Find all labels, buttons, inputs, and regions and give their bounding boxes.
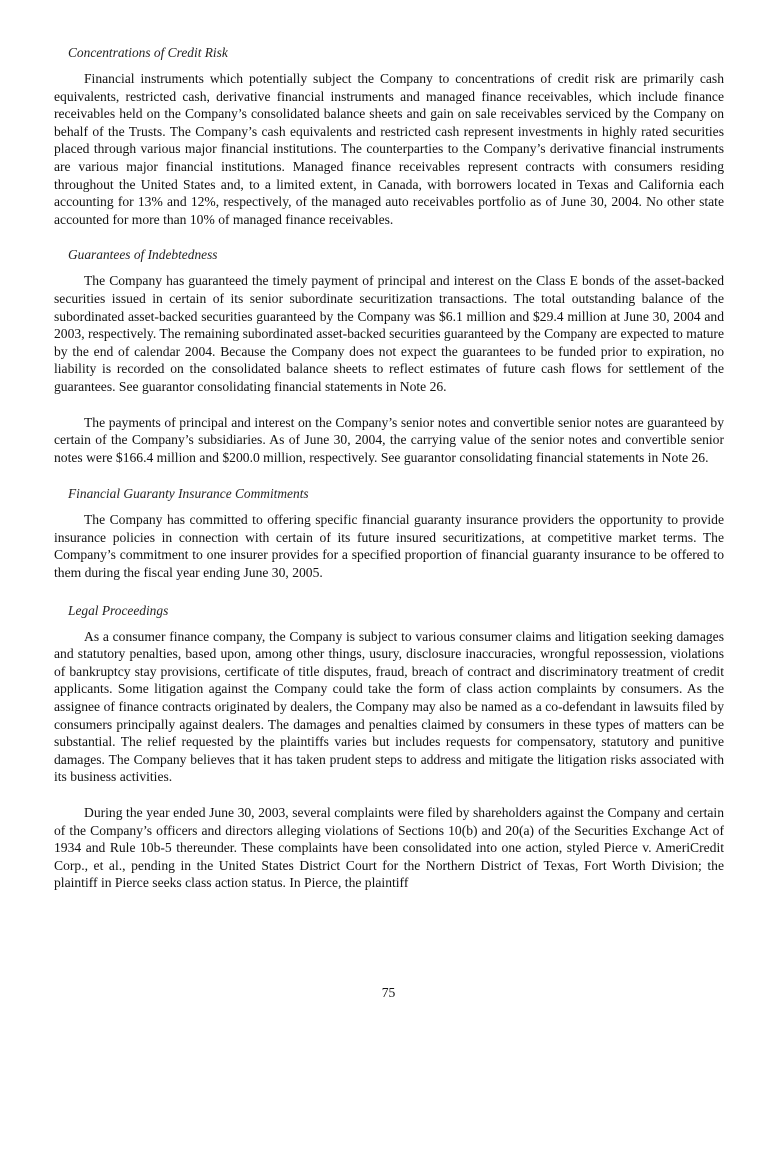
section-concentrations-of-credit-risk: [54, 44, 724, 228]
section-guarantees-of-indebtedness: [54, 246, 724, 466]
section-heading: Concentrations of Credit Risk: [68, 45, 228, 60]
page-number: 75: [381, 985, 396, 1000]
document-page: [54, 44, 724, 912]
section-financial-guaranty-insurance-commitments: [54, 485, 724, 581]
paragraph: As a consumer finance company, the Company is subject to various consumer claims and litigation seeking damages and statutory penalties, based upon, among other things, usury, disclosure inaccuracies, wrongful repossession, violations of bankruptcy stay provisions, certificate of title disputes, fraud, breach of contract and discriminatory treatment of credit applicants. Some litigation against the Company could take the form of class action complaints by consumers. As the assignee of finance contracts originated by dealers, the Company may also be named as a co-defendant in lawsuits filed by consumers principally against dealers. The damages and penalties claimed by consumers in these types of matters can be substantial. The relief requested by the plaintiffs varies but includes requests for compensatory, statutory and punitive damages. The Company believes that it has taken prudent steps to address and mitigate the litigation risks associated with its business activities.: [54, 628, 724, 785]
paragraph: During the year ended June 30, 2003, several complaints were filed by shareholders against the Company and certain of the Company’s officers and directors alleging violations of Sections 10(b) and 20(a) of the Securities Exchange Act of 1934 and Rule 10b-5 thereunder. These complaints have been consolidated into one action, styled Pierce v. AmeriCredit Corp., et al., pending in the United States District Court for the Northern District of Texas, Fort Worth Division; the plaintiff in Pierce seeks class action status. In Pierce, the plaintiff: [54, 805, 724, 891]
section-heading: Legal Proceedings: [68, 602, 169, 618]
section-legal-proceedings: [54, 602, 724, 892]
paragraph: The payments of principal and interest on the Company’s senior notes and convertible senior notes are guaranteed by certain of the Company’s subsidiaries. As of June 30, 2004, the carrying value of the senior notes and convertible senior notes were $166.4 million and $200.0 million, respectively. See guarantor consolidating financial statements in Note 26.: [54, 414, 724, 465]
section-heading: Financial Guaranty Insurance Commitments: [68, 486, 309, 502]
paragraph: Financial instruments which potentially subject the Company to concentrations of credit risk are primarily cash equivalents, restricted cash, derivative financial instruments and managed finance receivables, which include finance receivables held on the Company’s consolidated balance sheets and gain on sale receivables serviced by the Company on behalf of the Trusts. The Company’s cash equivalents and restricted cash represent investments in highly rated securities placed through various major financial institutions. The counterparties to the Company’s derivative financial instruments are various major financial institutions. Managed finance receivables represent contracts with consumers residing throughout the United States and, to a limited extent, in Canada, with borrowers located in Texas and California each accounting for 13% and 12%, respectively, of the managed auto receivables portfolio as of June 30, 2004. No other state accounted for more than 10% of managed finance receivables.: [54, 71, 724, 227]
section-heading: Guarantees of Indebtedness: [68, 247, 218, 263]
paragraph: The Company has guaranteed the timely payment of principal and interest on the Class E bonds of the asset-backed securities issued in certain of its senior subordinate securitization transactions. The total outstanding balance of the subordinated asset-backed securities guaranteed by the Company was $6.1 million and $29.4 million at June 30, 2004 and 2003, respectively. The remaining subordinated asset-backed securities guaranteed by the Company are expected to mature by the end of calendar 2004. Because the Company does not expect the guarantees to be funded prior to expiration, no liability is recorded on the consolidated balance sheets to reflect estimates of future cash flows for settlement of the guarantees. See guarantor consolidating financial statements in Note 26.: [54, 273, 724, 394]
paragraph: The Company has committed to offering specific financial guaranty insurance providers the opportunity to provide insurance policies in connection with certain of its future insured securitizations, at competitive market terms. The Company’s commitment to one insurer provides for a specified proportion of financial guaranty insurance to be offered to them during the fiscal year ending June 30, 2005.: [54, 512, 724, 581]
